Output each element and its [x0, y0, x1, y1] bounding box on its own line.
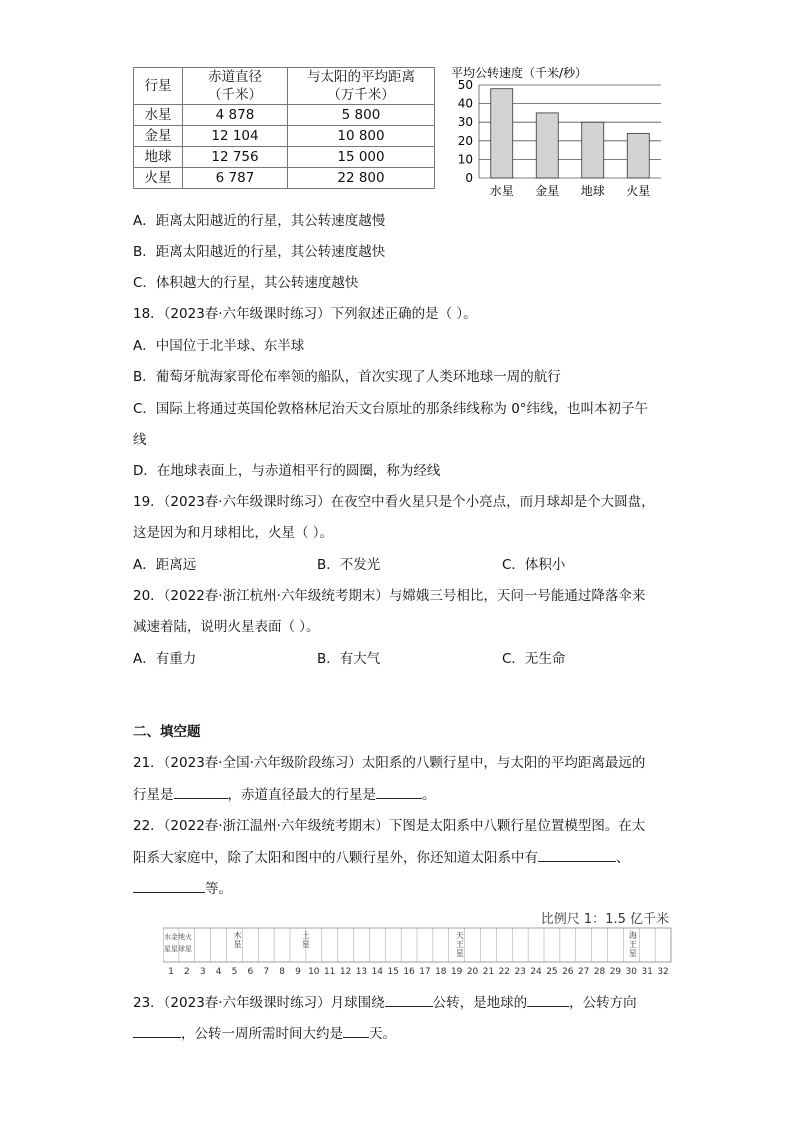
y-tick-label: 20 [457, 133, 473, 148]
y-tick-label: 30 [457, 115, 473, 130]
y-tick-label: 0 [465, 171, 473, 185]
table-row [134, 168, 435, 189]
planet-label-char: 王 [455, 940, 464, 949]
model-tick-label: 2 [183, 967, 190, 977]
planet-label-char: 星 [628, 949, 637, 958]
scale-label: 比例尺 1：1.5 亿千米 [540, 912, 669, 927]
table-row [134, 105, 435, 126]
q18-option-a: A．中国位于北半球、东半球 [133, 338, 305, 354]
q19-stem-line2: 这是因为和月球相比，火星（ ）。 [133, 525, 334, 541]
x-tick-label: 水星 [489, 184, 514, 198]
table-row [134, 147, 435, 168]
bar [536, 113, 558, 178]
table-cell: 水星 [134, 105, 183, 126]
model-tick-label: 1 [168, 967, 174, 977]
q18-option-c-cont: 线 [133, 432, 147, 448]
q17-option-a: A．距离太阳越近的行星，其公转速度越慢 [133, 213, 386, 229]
bar [491, 89, 513, 178]
table-header-planet: 行星 [134, 68, 183, 105]
model-tick-label: 28 [593, 967, 606, 977]
y-tick-label: 50 [457, 78, 473, 92]
y-tick-label: 40 [457, 96, 473, 111]
table-cell: 火星 [134, 168, 183, 189]
q20-stem-line2: 减速着陆，说明火星表面（ ）。 [133, 619, 320, 635]
q19-option-b: B．不发光 [317, 557, 381, 573]
q19-option-c: C．体积小 [502, 557, 566, 573]
q21-line1: 21．（2023春·全国·六年级阶段练习）太阳系的八颗行星中，与太阳的平均距离最远的 [133, 755, 646, 771]
planet-position-model [163, 910, 678, 980]
q17-option-c: C．体积越大的行星，其公转速度越快 [133, 275, 359, 291]
table-header-diameter: 赤道直径 （千米） [183, 68, 288, 105]
q18-option-d: D．在地球表面上，与赤道相平行的圆圈，称为经线 [133, 463, 441, 479]
model-tick-label: 9 [295, 967, 301, 977]
model-tick-label: 6 [247, 967, 254, 977]
model-tick-label: 8 [279, 967, 285, 977]
x-tick-label: 地球 [580, 184, 605, 198]
table-cell: 地球 [134, 147, 183, 168]
table-header-distance: 与太阳的平均距离 （万千米） [288, 68, 435, 105]
q23-line1: 23．（2023春·六年级课时练习）月球围绕 公转，是地球的 ，公转方向 [133, 992, 637, 1013]
model-tick-label: 7 [263, 967, 270, 977]
q21-line2: 行星是 ，赤道直径最大的行星是 。 [133, 784, 436, 805]
orbital-speed-bar-chart [443, 63, 668, 203]
model-tick-label: 14 [371, 967, 384, 977]
planet-label-char: 星 [301, 940, 310, 949]
model-tick-label: 19 [450, 967, 463, 977]
bar [627, 133, 649, 178]
chart-title: 平均公转速度（千米/秒） [451, 66, 588, 80]
inner-planets-label: 水金地火 [164, 933, 192, 941]
table-cell: 12 756 [183, 147, 288, 168]
model-tick-label: 11 [323, 967, 336, 977]
model-tick-label: 10 [308, 967, 320, 977]
q18-stem: 18．（2023春·六年级课时练习）下列叙述正确的是（ ）。 [133, 306, 477, 322]
model-tick-label: 32 [657, 967, 669, 977]
model-tick-label: 30 [625, 967, 638, 977]
table-cell: 金星 [134, 126, 183, 147]
model-tick-label: 13 [355, 967, 368, 977]
model-tick-label: 5 [231, 967, 238, 977]
section-title: 二、填空题 [133, 724, 201, 740]
table-cell: 10 800 [288, 126, 435, 147]
model-tick-label: 23 [514, 967, 526, 977]
model-tick-label: 3 [199, 967, 206, 977]
planet-label-char: 土 [301, 931, 310, 940]
model-tick-label: 15 [387, 967, 399, 977]
answer-blank[interactable] [174, 784, 228, 799]
model-tick-label: 16 [403, 967, 415, 977]
q17-option-b: B．距离太阳越近的行星，其公转速度越快 [133, 244, 386, 260]
planet-label-char: 天 [455, 931, 464, 940]
q20-option-c: C．无生命 [502, 651, 566, 667]
model-tick-label: 29 [609, 967, 622, 977]
model-tick-label: 20 [466, 967, 479, 977]
table-cell: 5 800 [288, 105, 435, 126]
model-tick-label: 27 [577, 967, 590, 977]
q23-line2: ，公转一周所需时间大约是 天。 [133, 1023, 396, 1044]
table-cell: 22 800 [288, 168, 435, 189]
table-cell: 6 787 [183, 168, 288, 189]
model-tick-label: 31 [641, 967, 653, 977]
model-tick-label: 12 [339, 967, 352, 977]
x-tick-label: 金星 [535, 184, 560, 198]
planet-label-char: 木 [233, 931, 242, 940]
table-cell: 12 104 [183, 126, 288, 147]
q20-stem-line1: 20．（2022春·浙江杭州·六年级统考期末）与嫦娥三号相比，天问一号能通过降落伞来 [133, 588, 646, 604]
answer-blank[interactable] [343, 1023, 369, 1038]
planet-label-char: 王 [628, 940, 637, 949]
q18-option-b: B．葡萄牙航海家哥伦布率领的船队，首次实现了人类环地球一周的航行 [133, 369, 561, 385]
table-row [134, 126, 435, 147]
table-cell: 15 000 [288, 147, 435, 168]
q22-line2: 阳系大家庭中，除了太阳和图中的八颗行星外，你还知道太阳系中有 、 [133, 847, 630, 868]
q19-stem-line1: 19．（2023春·六年级课时练习）在夜空中看火星只是个小亮点，而月球却是个大圆盘， [133, 494, 655, 510]
model-tick-label: 4 [215, 967, 222, 977]
planet-data-table [133, 67, 435, 189]
q19-option-a: A．距离远 [133, 557, 197, 573]
planet-label-char: 星 [233, 940, 242, 949]
q22-line1: 22．（2022春·浙江温州·六年级统考期末）下图是太阳系中八颗行星位置模型图。在太 [133, 818, 646, 834]
x-tick-label: 火星 [626, 184, 651, 198]
q20-option-b: B．有大气 [317, 651, 381, 667]
model-tick-label: 18 [435, 967, 447, 977]
planet-label-char: 海 [628, 931, 637, 940]
inner-planets-label: 星星球星 [164, 945, 192, 953]
answer-blank[interactable] [385, 992, 433, 1007]
model-tick-label: 21 [482, 967, 495, 977]
model-tick-label: 26 [562, 967, 574, 977]
bar [582, 122, 604, 178]
model-tick-label: 17 [419, 967, 431, 977]
answer-blank[interactable] [527, 992, 569, 1007]
model-tick-label: 22 [498, 967, 511, 977]
y-tick-label: 10 [457, 152, 473, 167]
answer-blank[interactable] [133, 878, 205, 893]
planet-label-char: 星 [455, 949, 464, 958]
answer-blank[interactable] [133, 1023, 181, 1038]
answer-blank[interactable] [376, 784, 422, 799]
answer-blank[interactable] [538, 847, 616, 862]
model-tick-label: 25 [546, 967, 558, 977]
q18-option-c: C．国际上将通过英国伦敦格林尼治天文台原址的那条纬线称为 0°纬线，也叫本初子午 [133, 401, 649, 417]
table-cell: 4 878 [183, 105, 288, 126]
model-tick-label: 24 [530, 967, 542, 977]
q22-line3: 等。 [133, 878, 232, 899]
q20-option-a: A．有重力 [133, 651, 197, 667]
